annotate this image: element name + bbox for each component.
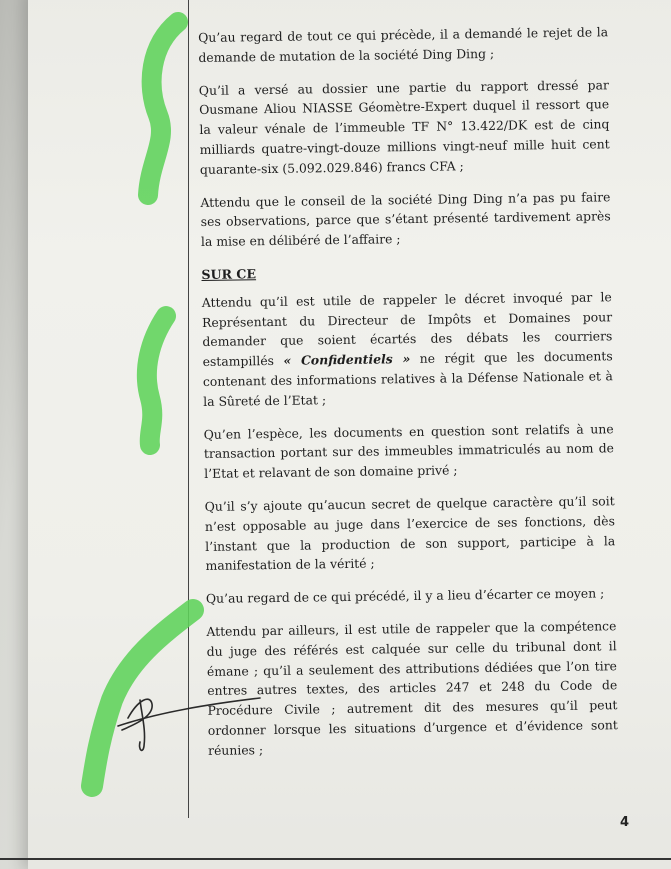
- paragraph-report: Qu’il a versé au dossier une partie du rapport dressé par Ousmane Aliou NIASSE Géomètre-Expert duquel il ressort que la valeur vénale de l’immeuble TF N° 13.422/DK est de cinq milliards quatre-vingt-douze millions vingt-neuf mille huit cent quarante-six (5.092.029.846) francs CFA ;: [198, 76, 610, 177]
- bottom-rule: [0, 858, 671, 860]
- paragraph-secret: Qu’il s’y ajoute qu’aucun secret de quelque caractère qu’il soit n’est opposable au juge dans l’exercice de ses fonctions, dès l’instant que la production de son support, participe à la manifestation de la vérité ;: [204, 493, 616, 574]
- paragraph-transaction: Qu’en l’espèce, les documents en question sont relatifs à une transaction portant sur des immeubles immatriculés au nom de l’Etat et relavant de son domaine privé ;: [203, 420, 615, 482]
- page-number: 4: [620, 815, 630, 830]
- paragraph-dismiss: Qu’au regard de ce qui précédé, il y a lieu d’écarter ce moyen ;: [205, 585, 605, 607]
- decree-text-after: ne régit que les documents contenant des informations relatives à la Défense Nationale et à la Sûreté de l’Etat ;: [202, 348, 613, 409]
- paragraph-decree: [202, 287, 614, 411]
- decree-text-before: Attendu qu’il est utile de rappeler le décret invoqué par le Représentant du Directeur de Impôts et Domaines pour demander que soient écartés des débats les courriers estampillés: [201, 289, 613, 370]
- paragraph-rejection: Qu’au regard de tout ce qui précède, il a demandé le rejet de la demande de mutation de la société Ding Ding ;: [198, 24, 609, 65]
- section-heading: SUR CE: [201, 266, 257, 282]
- paragraph-competence: Attendu par ailleurs, il est utile de rappeler que la compétence du juge des référés est calquée sur celle du tribunal dont il émane ; qu’il a seulement des attributions dédiées que l’on tire entres autres textes, des articles 247 et 248 du Code de Procédure Civile ; autrement dit des mesures qu’il peut ordonner lorsque les situations d’urgence et d’évidence sont réunies ;: [206, 618, 618, 758]
- document-body: [198, 22, 618, 773]
- paragraph-counsel: Attendu que le conseil de la société Ding Ding n’a pas pu faire ses observations, parce que s’étant présenté tardivement après la mise en délibéré de l’affaire ;: [200, 188, 611, 250]
- decree-emphasis: « Confidentiels »: [283, 351, 411, 368]
